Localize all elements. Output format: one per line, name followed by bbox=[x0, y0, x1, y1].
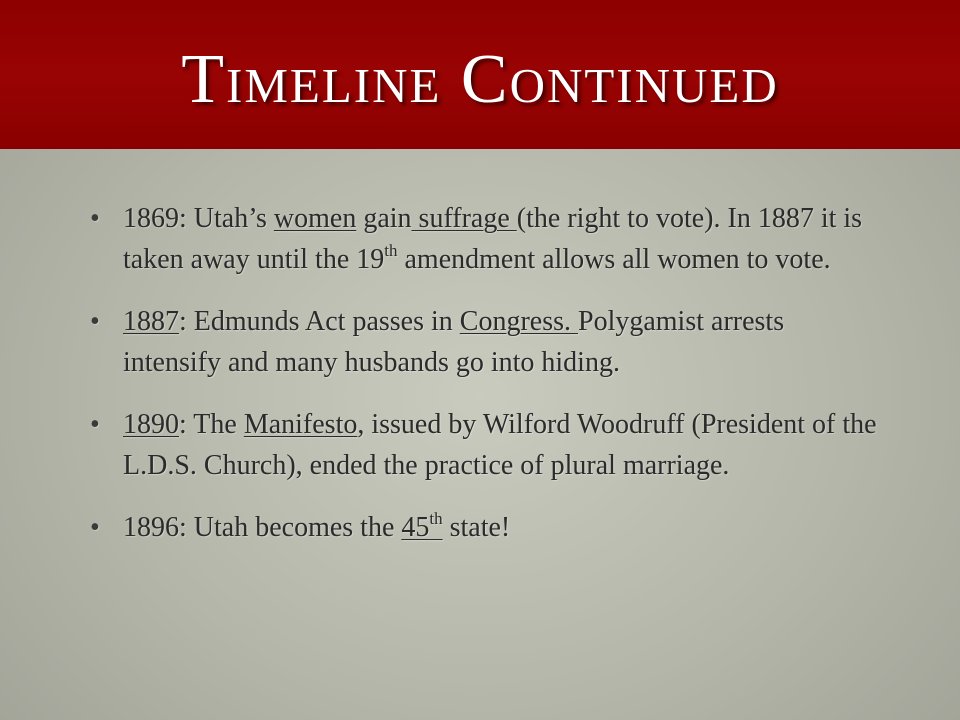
text-segment: 45 bbox=[401, 512, 430, 543]
bullet-dot-icon: • bbox=[90, 512, 100, 543]
text-segment: (the right to vote). In 1887 it is taken away until the 19 bbox=[123, 203, 863, 275]
bullet-list bbox=[90, 198, 880, 569]
slide-title: Timeline Continued bbox=[181, 41, 779, 118]
text-segment: : Edmunds Act passes in bbox=[179, 306, 460, 337]
underlined-term-1887: 1887 bbox=[123, 306, 179, 337]
text-segment: gain bbox=[356, 203, 412, 234]
text-segment: amendment allows all women to vote. bbox=[397, 244, 831, 275]
bullet-dot-icon: • bbox=[90, 409, 100, 440]
bullet-item-1890 bbox=[90, 404, 880, 486]
underlined-term-congress: Congress. bbox=[459, 306, 578, 337]
bullet-dot-icon: • bbox=[90, 306, 100, 337]
title-banner bbox=[0, 0, 960, 149]
underlined-term-manifesto: Manifesto bbox=[243, 409, 358, 440]
text-segment: , issued by Wilford Woodruff (President of the L.D.S. Church), ended the practice of plural marriage. bbox=[123, 409, 877, 481]
bullet-dot-icon: • bbox=[90, 203, 100, 234]
bullet-item-1896 bbox=[90, 507, 880, 548]
underlined-term-1890: 1890 bbox=[123, 409, 179, 440]
superscript: th bbox=[384, 241, 398, 260]
underlined-term-suffrage: suffrage bbox=[411, 203, 517, 234]
text-segment: 1896: Utah becomes the bbox=[123, 512, 402, 543]
bullet-item-1887 bbox=[90, 301, 880, 383]
text-segment: 1869: Utah’s bbox=[123, 203, 274, 234]
superscript: th bbox=[429, 509, 443, 528]
text-segment: : The bbox=[179, 409, 244, 440]
underlined-term-women: women bbox=[273, 203, 357, 234]
text-segment: state! bbox=[442, 512, 511, 543]
underlined-term-45 bbox=[401, 509, 443, 543]
bullet-item-1869 bbox=[90, 198, 880, 280]
text-segment: Polygamist arrests intensify and many husbands go into hiding. bbox=[123, 306, 785, 378]
